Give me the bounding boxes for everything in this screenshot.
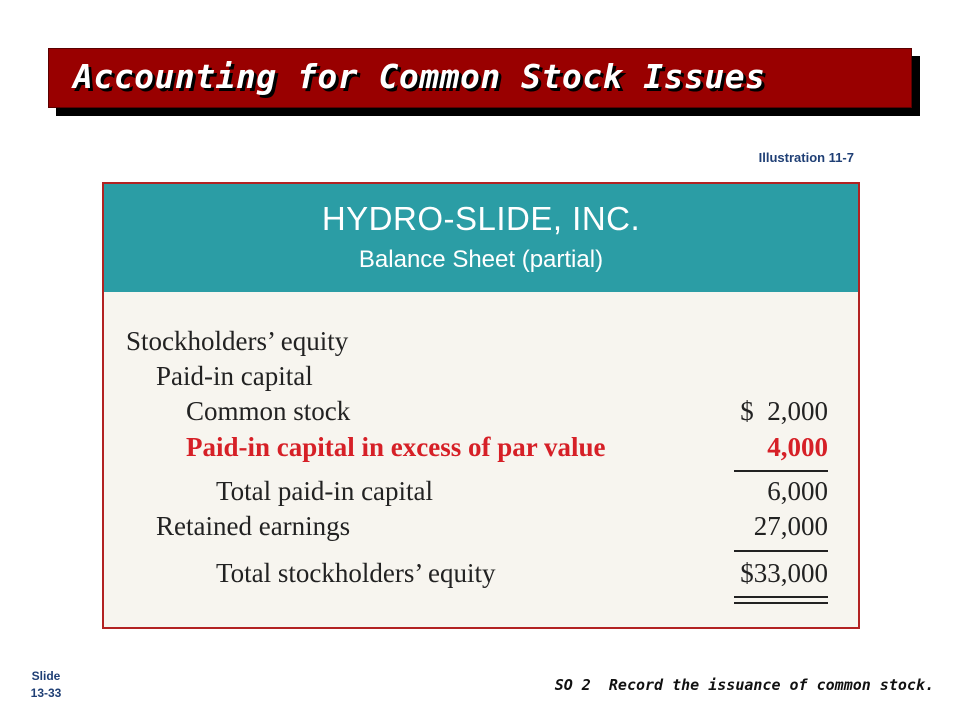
subtotal-rule [734,470,828,472]
learning-objective: SO 2 Record the issuance of common stock. [554,676,934,694]
total-rule [734,550,828,552]
total-equity-row [104,558,858,592]
common-stock-label: Common stock [186,396,351,426]
excess-par-amount: 4,000 [767,432,828,462]
slide-number-value: 13-33 [30,686,62,700]
total-paid-in-row [104,476,858,510]
stockholders-equity-label: Stockholders’ equity [126,326,349,356]
total-equity-label: Total stockholders’ equity [216,558,496,588]
paid-in-capital-row [104,361,858,395]
retained-earnings-label: Retained earnings [156,511,351,541]
slide-number [22,668,70,702]
statement-name: Balance Sheet (partial) [358,246,604,273]
company-name: HYDRO-SLIDE, INC. [321,200,641,237]
excess-par-row [104,432,858,466]
illustration-label: Illustration 11-7 [758,150,854,165]
title-bar [48,48,912,108]
double-rule-bottom [734,602,828,604]
total-equity-amount: $33,000 [740,558,828,588]
retained-earnings-amount: 27,000 [753,511,828,541]
balance-sheet-header [104,184,858,292]
total-paid-in-label: Total paid-in capital [216,476,434,506]
paid-in-capital-label: Paid-in capital [156,361,313,391]
slide-label: Slide [31,669,61,683]
balance-sheet [102,182,860,629]
total-paid-in-amount: 6,000 [767,476,828,506]
common-stock-row [104,396,858,430]
stockholders-equity-row [104,326,858,360]
double-rule-top [734,596,828,598]
slide-title: Accounting for Common Stock Issues [73,57,766,96]
excess-par-label: Paid-in capital in excess of par value [186,432,606,462]
common-stock-amount: $ 2,000 [740,396,828,426]
retained-earnings-row [104,511,858,545]
